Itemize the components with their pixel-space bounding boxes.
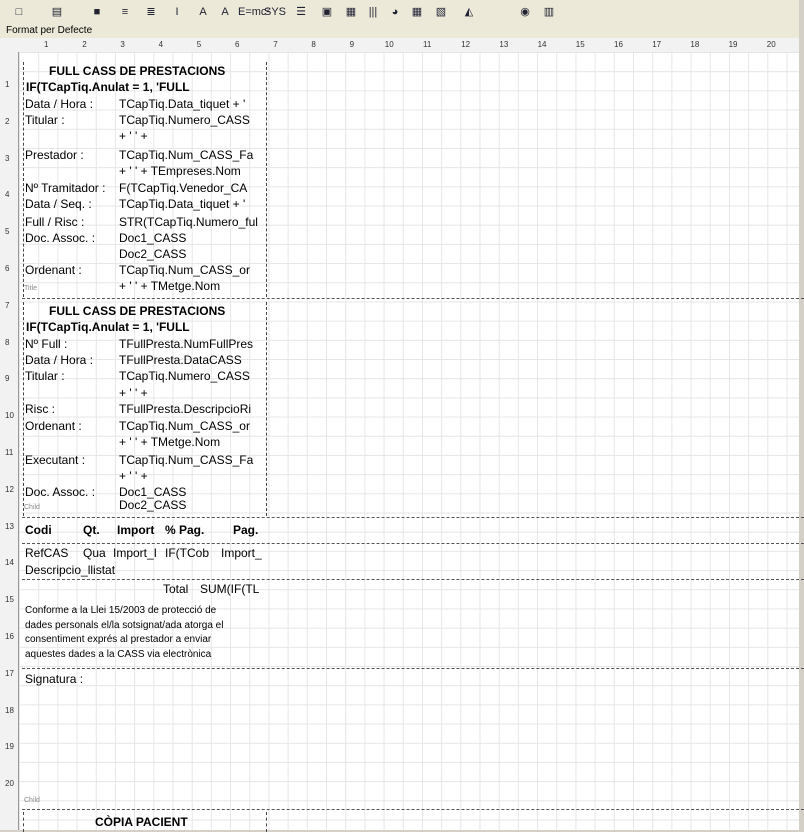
main-toolbar	[0, 0, 799, 25]
field-label[interactable]: Data / Seq. :	[25, 197, 92, 211]
legal-text-line[interactable]: dades personals el/la sotsignat/ada atorga el	[25, 619, 224, 631]
expression-icon[interactable]: E=mc²	[238, 6, 271, 18]
field-label[interactable]: Nº Full :	[25, 337, 68, 351]
field-expression[interactable]: TCapTiq.Num_CASS_or	[119, 419, 250, 433]
column-header[interactable]: Codi	[25, 523, 52, 537]
title-band-label: Title	[24, 285, 37, 292]
legal-text-line[interactable]: Conforme a la Llei 15/2003 de protecció de	[25, 605, 217, 616]
field-expression[interactable]: TCapTiq.Data_tiquet + '	[119, 97, 246, 111]
title-heading[interactable]: FULL CASS DE PRESTACIONS	[49, 64, 226, 78]
ruler-left-number: 12	[5, 484, 14, 494]
detail-field[interactable]: IF(TCob	[165, 546, 210, 560]
field-expression[interactable]: Doc2_CASS	[119, 247, 187, 261]
ruler-left-number: 9	[5, 374, 10, 384]
legal-text-line[interactable]: aquestes dades a la CASS via electrònica	[25, 648, 212, 660]
barcode-icon[interactable]: |||	[368, 6, 378, 18]
field-label[interactable]: Full / Risc :	[25, 215, 85, 229]
field-expression[interactable]: TCapTiq.Num_CASS_Fa	[119, 453, 254, 467]
horizontal-ruler	[0, 38, 799, 53]
detail-field[interactable]: RefCAS	[25, 546, 69, 560]
field-label[interactable]: Data / Hora :	[25, 97, 94, 111]
ruler-top-number: 18	[690, 40, 700, 49]
field-label[interactable]: Data / Hora :	[25, 353, 94, 367]
ruler-left-number: 3	[5, 153, 10, 163]
band-separator	[22, 298, 804, 299]
field-expression[interactable]: TFullPresta.NumFullPres	[119, 337, 254, 351]
band-icon[interactable]: ≡	[121, 6, 129, 18]
image-icon[interactable]: ▣	[321, 6, 333, 18]
field-expression[interactable]: TFullPresta.DataCASS	[119, 353, 242, 367]
field-label[interactable]: Doc. Assoc. :	[25, 485, 96, 499]
child-formula[interactable]: IF(TCapTiq.Anulat = 1, 'FULL	[26, 320, 190, 334]
field-label[interactable]: Executant :	[25, 453, 86, 467]
ruler-top-number: 12	[461, 40, 471, 49]
ruler-top-number: 15	[575, 40, 585, 49]
report-design-page[interactable]	[19, 52, 799, 830]
band2-icon[interactable]: ≣	[146, 6, 156, 18]
preview-icon[interactable]: ◉	[520, 6, 530, 18]
band-separator	[22, 543, 804, 544]
ruler-top-number: 3	[120, 40, 125, 49]
memo-icon[interactable]: ☰	[296, 6, 306, 18]
new-icon[interactable]: □	[15, 6, 23, 18]
ruler-top-number: 9	[349, 40, 355, 49]
ruler-left-number: 8	[5, 337, 10, 347]
ruler-top-number: 7	[273, 40, 278, 49]
field-expression[interactable]: + ' ' +	[119, 129, 148, 143]
ruler-top-number: 20	[766, 40, 776, 49]
ruler-top-number: 5	[196, 40, 202, 49]
field-expression[interactable]: + ' ' +	[119, 469, 148, 483]
band-separator	[22, 668, 804, 669]
field-label[interactable]: Risc :	[25, 402, 55, 416]
field-expression[interactable]: + ' ' + TEmpreses.Nom	[119, 164, 241, 178]
ruler-left-number: 10	[5, 411, 14, 421]
field-expression[interactable]: STR(TCapTiq.Numero_ful	[119, 215, 258, 229]
field-expression[interactable]: Doc1_CASS	[119, 231, 187, 245]
field-expression[interactable]: TCapTiq.Data_tiquet + '	[119, 197, 246, 211]
field-label[interactable]: Titular :	[25, 369, 65, 383]
ruler-left-number: 15	[5, 595, 14, 605]
field-expression[interactable]: TCapTiq.Num_CASS_Fa	[119, 148, 254, 162]
bottom-heading[interactable]: CÒPIA PACIENT	[95, 815, 188, 829]
total-label[interactable]: Total	[163, 582, 189, 596]
sub-icon[interactable]: ▧	[435, 6, 447, 18]
ruler-top-number: 13	[499, 40, 509, 49]
ruler-left-number: 6	[5, 264, 10, 273]
detail-description[interactable]: Descripcio_llistat	[25, 563, 116, 577]
vertical-ruler	[0, 52, 19, 830]
field-label[interactable]: Titular :	[25, 113, 65, 127]
column-header[interactable]: % Pag.	[165, 523, 205, 537]
child-heading[interactable]: FULL CASS DE PRESTACIONS	[49, 304, 226, 318]
band-separator	[22, 809, 804, 810]
field-label[interactable]: Doc. Assoc. :	[25, 231, 96, 245]
title-formula[interactable]: IF(TCapTiq.Anulat = 1, 'FULL	[26, 80, 190, 94]
signature-label[interactable]: Signatura :	[25, 672, 84, 686]
ruler-top-number: 2	[82, 40, 87, 49]
ruler-top-number: 17	[652, 40, 662, 49]
field-expression[interactable]: Doc1_CASS	[119, 485, 187, 499]
field-expression[interactable]: + ' ' +	[119, 386, 148, 400]
ruler-top-number: 10	[384, 40, 394, 49]
textbold-icon[interactable]: A	[221, 6, 229, 18]
field-expression[interactable]: TCapTiq.Num_CASS_or	[119, 263, 250, 277]
ruler-top-number: 19	[728, 40, 738, 49]
format-caption: Format per Defecte	[0, 24, 799, 38]
band-separator	[22, 517, 804, 518]
ruler-left-number: 1	[5, 80, 10, 89]
field-expression[interactable]: + ' ' + TMetge.Nom	[119, 435, 221, 449]
field-expression[interactable]: TCapTiq.Numero_CASS	[119, 113, 250, 127]
field-expression[interactable]: TFullPresta.DescripcioRi	[119, 402, 252, 416]
field-expression[interactable]: F(TCapTiq.Venedor_CA	[119, 181, 248, 195]
ruler-left-number: 11	[5, 448, 14, 457]
child-band-label: Child	[24, 504, 40, 511]
column-header[interactable]: Qt.	[83, 523, 100, 537]
field-label[interactable]: Prestador :	[25, 148, 84, 162]
field-expression[interactable]: + ' ' + TMetge.Nom	[119, 279, 221, 293]
child2-band-label: Child	[24, 797, 40, 804]
band-separator	[22, 579, 804, 580]
ruler-left-number: 16	[5, 632, 14, 641]
column-header[interactable]: Import	[117, 523, 155, 537]
ruler-top-number: 6	[235, 40, 240, 49]
detail-field[interactable]: Import_I	[113, 546, 158, 560]
ruler-left-number: 19	[5, 742, 14, 752]
total-value[interactable]: SUM(IF(TL	[200, 582, 260, 596]
eraser-icon[interactable]: ◭	[464, 6, 474, 18]
dbimage-icon[interactable]: ▦	[345, 6, 357, 18]
ruler-top-number: 16	[614, 40, 623, 49]
ruler-top-number: 1	[44, 40, 49, 49]
field-label[interactable]: Ordenant :	[25, 419, 82, 433]
ruler-top-number: 14	[537, 40, 547, 49]
ruler-left-number: 13	[5, 521, 14, 531]
field-label[interactable]: Nº Tramitador :	[25, 181, 106, 195]
ruler-top-number: 11	[423, 40, 432, 49]
field-label[interactable]: Ordenant :	[25, 263, 82, 277]
text-icon[interactable]: A	[199, 6, 207, 18]
ruler-left-number: 4	[5, 190, 10, 200]
ruler-left-number: 5	[5, 227, 10, 237]
ruler-top-number: 8	[311, 40, 316, 49]
field-expression[interactable]: Doc2_CASS	[119, 498, 187, 512]
field-expression[interactable]: TCapTiq.Numero_CASS	[119, 369, 250, 383]
detail-field[interactable]: Import_	[221, 546, 262, 560]
column-header[interactable]: Pag.	[233, 523, 259, 537]
ruler-top-number: 4	[158, 40, 164, 49]
ruler-left-number: 18	[5, 705, 14, 715]
sysvar-icon[interactable]: SYS	[264, 6, 287, 18]
label-icon[interactable]: I	[175, 6, 179, 18]
chart-icon[interactable]: ◕	[391, 6, 399, 18]
ruler-left-number: 17	[5, 668, 14, 678]
ruler-left-number: 20	[5, 779, 14, 789]
ruler-left-number: 2	[5, 116, 10, 126]
open-icon[interactable]: ▤	[51, 6, 63, 18]
table-icon[interactable]: ▦	[411, 6, 423, 18]
print-icon[interactable]: ▥	[543, 6, 555, 18]
ruler-left-number: 7	[5, 300, 10, 310]
ruler-left-number: 14	[5, 558, 14, 568]
legal-text-line[interactable]: consentiment exprés al prestador a enviar	[25, 634, 212, 645]
save-icon[interactable]: ■	[93, 6, 101, 18]
detail-field[interactable]: Qua	[83, 546, 106, 560]
